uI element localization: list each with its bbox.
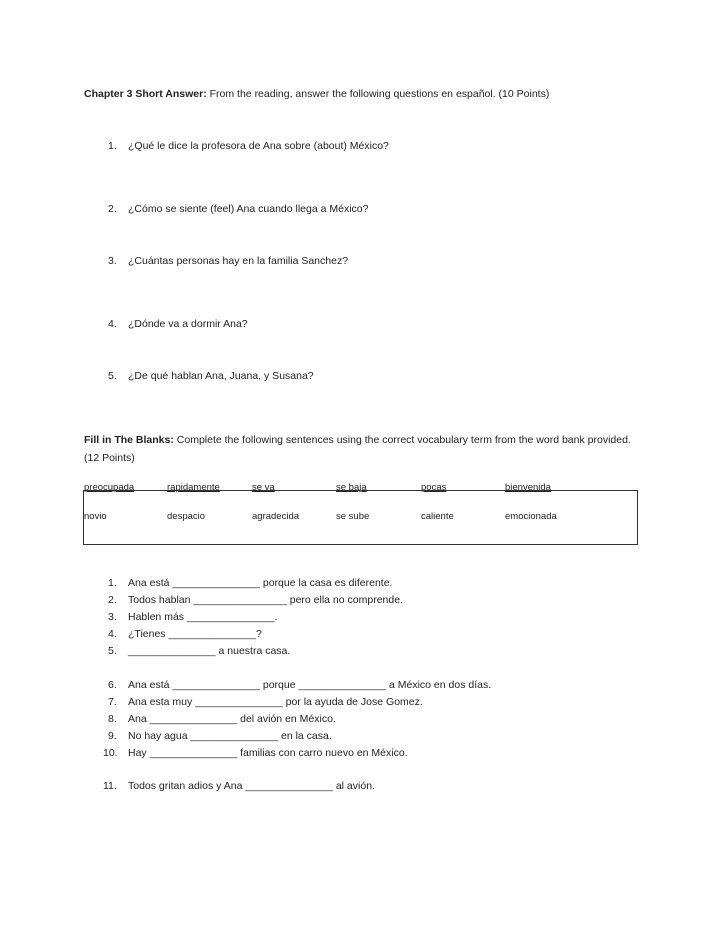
question-text: ¿Qué le dice la profesora de Ana sobre (about) México? (128, 140, 389, 152)
question-number: 4. (108, 318, 117, 330)
question-text: ¿Cuántas personas hay en la familia Sanchez? (128, 255, 349, 267)
word-bank-term: pocas (421, 482, 447, 493)
sentence-number: 5. (108, 645, 117, 657)
word-bank-term: despacio (167, 511, 206, 522)
sentence-text: Hay _______________ familias con carro nuevo en México. (128, 747, 408, 759)
sentence-number: 9. (108, 730, 117, 742)
word-bank-term: rapidamente (167, 482, 220, 493)
sentence-text: Hablen más _______________. (128, 611, 278, 623)
sentence-number: 4. (108, 628, 117, 640)
sentence-number: 2. (108, 594, 117, 606)
word-bank-term: bienvenida (505, 482, 551, 493)
sentence-number: 8. (108, 713, 117, 725)
sentence-text: No hay agua _______________ en la casa. (128, 730, 332, 742)
question-text: ¿Cómo se siente (feel) Ana cuando llega a México? (128, 203, 369, 215)
sentence-text: Ana está _______________ porque la casa es diferente. (128, 577, 393, 589)
word-bank-term: novio (84, 511, 107, 522)
sentence-text: Todos hablan ________________ pero ella no comprende. (128, 594, 403, 606)
sentence-text: ¿Tienes _______________? (128, 628, 262, 640)
short-answer-instructions (84, 85, 644, 103)
sentence-text: Ana está _______________ porque _______________ a México en dos días. (128, 679, 492, 691)
word-bank-term: se sube (336, 511, 370, 522)
sentence-text: _______________ a nuestra casa. (128, 645, 291, 657)
question-text: ¿Dónde va a dormir Ana? (128, 318, 248, 330)
sentence-number: 3. (108, 611, 117, 623)
question-text: ¿De qué hablan Ana, Juana, y Susana? (128, 370, 314, 382)
word-bank-term: se va (252, 482, 275, 493)
sentence-text: Ana esta muy _______________ por la ayuda de Jose Gomez. (128, 696, 423, 708)
sentence-text: Ana _______________ del avión en México. (128, 713, 336, 725)
word-bank-term: caliente (421, 511, 454, 522)
question-number: 1. (108, 140, 117, 152)
sentence-number: 1. (108, 577, 117, 589)
short-answer-title: Chapter 3 Short Answer: (84, 88, 207, 100)
fill-in-blanks-instructions (84, 431, 644, 467)
sentence-number: 7. (108, 696, 117, 708)
word-bank-term: se baja (336, 482, 367, 493)
sentence-number: 10. (103, 747, 118, 759)
sentence-text: Todos gritan adios y Ana _______________ al avión. (128, 780, 375, 792)
fill-in-blanks-instruction-text: Complete the following sentences using the correct vocabulary term from the word bank provided. (12 Points) (84, 434, 631, 464)
question-number: 5. (108, 370, 117, 382)
fill-in-blanks-title: Fill in The Blanks: (84, 434, 174, 446)
question-number: 3. (108, 255, 117, 267)
word-bank-term: emocionada (505, 511, 557, 522)
short-answer-instruction-text: From the reading, answer the following questions en español. (10 Points) (206, 88, 550, 100)
word-bank-term: preocupada (84, 482, 135, 493)
word-bank-term: agradecida (252, 511, 300, 522)
sentence-number: 6. (108, 679, 117, 691)
sentence-number: 11. (103, 780, 117, 792)
question-number: 2. (108, 203, 117, 215)
